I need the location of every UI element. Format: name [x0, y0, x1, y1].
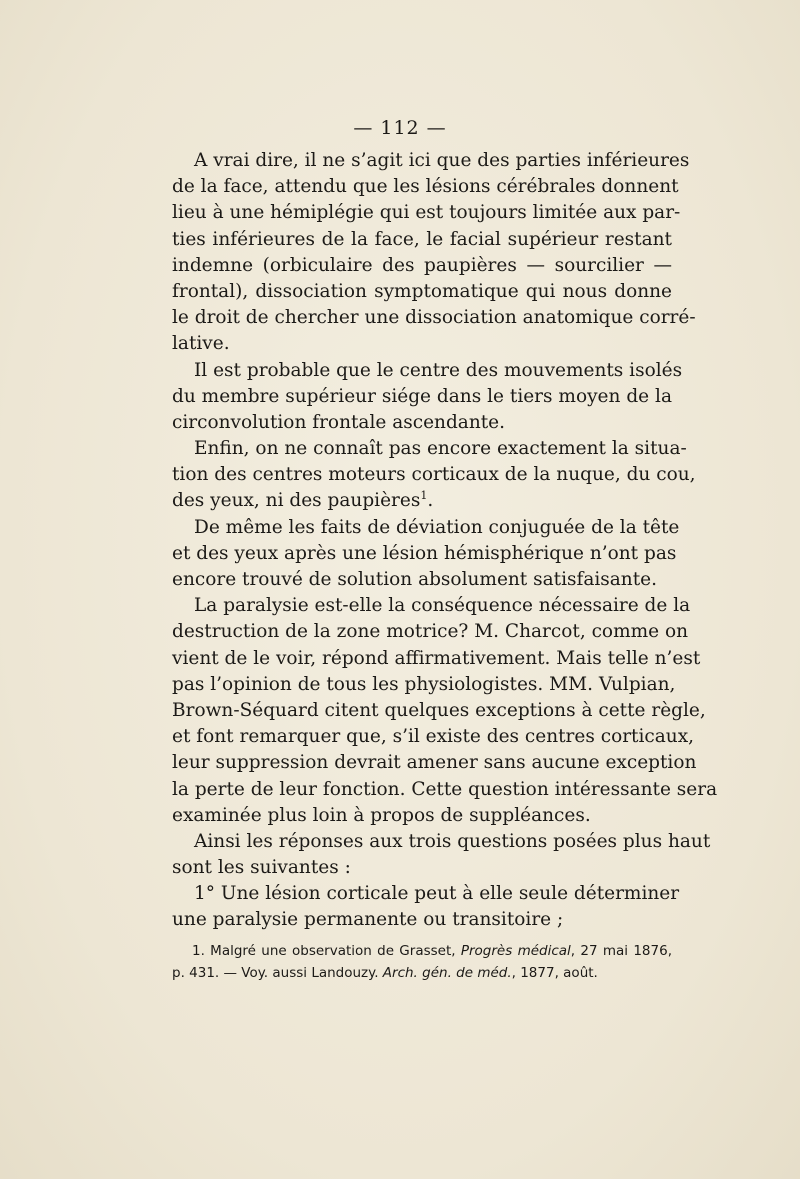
- text-line-content: indemne (orbiculaire des paupières — sourcilier —: [172, 254, 672, 276]
- text-line-content: Ainsi les réponses aux trois questions posées plus haut: [194, 830, 711, 852]
- text-line-content: Brown-Séquard citent quelques exceptions à cette règle,: [172, 699, 706, 721]
- text-line-content: la perte de leur fonction. Cette question intéressante sera: [172, 778, 718, 800]
- footnote-citation-title: Progrès médical: [460, 943, 571, 959]
- text-line: [172, 253, 672, 279]
- text-line: [172, 305, 696, 331]
- text-line: [172, 672, 676, 698]
- text-line: [172, 436, 687, 462]
- text-line-content: lieu à une hémiplégie qui est toujours limitée aux par-: [172, 202, 681, 224]
- text-line-content: tion des centres moteurs corticaux de la nuque, du cou,: [172, 464, 696, 486]
- text-line-content: du membre supérieur siége dans le tiers moyen de la: [172, 385, 672, 407]
- text-line-content: leur suppression devrait amener sans aucune exception: [172, 752, 697, 774]
- text-line: [172, 646, 701, 672]
- text-line-content: ties inférieures de la face, le facial supérieur restant: [172, 228, 672, 250]
- text-line-tail: .: [427, 490, 434, 512]
- text-line-content: pas l’opinion de tous les physiologistes. MM. Vulpian,: [172, 673, 676, 695]
- text-line: [172, 855, 672, 881]
- footnote-citation-title: Arch. gén. de méd.: [382, 965, 512, 981]
- text-line: [172, 698, 706, 724]
- text-line-content: et font remarquer que, s’il existe des centres corticaux,: [172, 726, 695, 748]
- text-line-content: Il est probable que le centre des mouvements isolés: [194, 359, 683, 381]
- text-line: [172, 567, 672, 593]
- text-line-content: de la face, attendu que les lésions cérébrales donnent: [172, 176, 679, 198]
- text-line-content: des yeux, ni des paupières: [172, 490, 421, 512]
- text-line: [172, 541, 677, 567]
- text-line: [172, 803, 672, 829]
- text-line: [172, 279, 672, 305]
- text-line: [172, 410, 672, 436]
- text-line: [172, 174, 679, 200]
- text-line-content: sont les suivantes :: [172, 857, 351, 879]
- text-line: [172, 724, 695, 750]
- text-line-content: frontal), dissociation symptomatique qui nous donne: [172, 280, 672, 302]
- text-line-content: circonvolution frontale ascendante.: [172, 411, 505, 433]
- text-line-content: A vrai dire, il ne s’agit ici que des parties inférieures: [194, 150, 690, 171]
- text-line-content: et des yeux après une lésion hémisphérique n’ont pas: [172, 542, 677, 564]
- text-line: [172, 907, 672, 933]
- text-line: [172, 619, 689, 645]
- text-line: [172, 515, 680, 541]
- text-line: [172, 829, 711, 855]
- text-line-content: destruction de la zone motrice? M. Charcot, comme on: [172, 621, 689, 643]
- body-text: [172, 148, 718, 934]
- text-line: [172, 227, 672, 253]
- text-line: [172, 881, 680, 907]
- footnote-line: [172, 940, 672, 962]
- text-line-content: lative.: [172, 333, 230, 355]
- text-line: [172, 777, 718, 803]
- text-line: [172, 488, 672, 514]
- text-line-content: 1° Une lésion corticale peut à elle seule déterminer: [194, 883, 680, 905]
- text-line: [172, 358, 683, 384]
- footnote-line: [172, 962, 672, 984]
- page-number: — 112 —: [353, 117, 447, 139]
- footnote-text: p. 431. — Voy. aussi Landouzy.: [172, 965, 383, 981]
- text-line-content: encore trouvé de solution absolument satisfaisante.: [172, 569, 657, 590]
- text-line-content: le droit de chercher une dissociation anatomique corré-: [172, 307, 696, 329]
- text-line: [172, 331, 672, 357]
- text-line: [172, 593, 691, 619]
- text-line-content: La paralysie est-elle la conséquence nécessaire de la: [194, 595, 691, 617]
- text-line: [172, 200, 681, 226]
- text-line-content: De même les faits de déviation conjuguée de la tête: [194, 516, 680, 538]
- text-line: [172, 384, 672, 410]
- text-line: [172, 462, 696, 488]
- footnote-text: , 1877, août.: [511, 965, 598, 981]
- text-line-content: vient de le voir, répond affirmativement. Mais telle n’est: [172, 647, 701, 669]
- text-line-content: examinée plus loin à propos de suppléances.: [172, 804, 591, 826]
- footnotes: [172, 940, 672, 984]
- text-line: [172, 750, 697, 776]
- text-line: [172, 148, 690, 174]
- footnote-text: 1. Malgré une observation de Grasset,: [192, 943, 461, 959]
- footnote-reference: 1: [420, 489, 428, 503]
- text-line-content: une paralysie permanente ou transitoire ;: [172, 909, 564, 931]
- text-line-content: Enfin, on ne connaît pas encore exactement la situa-: [194, 438, 687, 460]
- footnote-text: , 27 mai 1876,: [570, 943, 672, 959]
